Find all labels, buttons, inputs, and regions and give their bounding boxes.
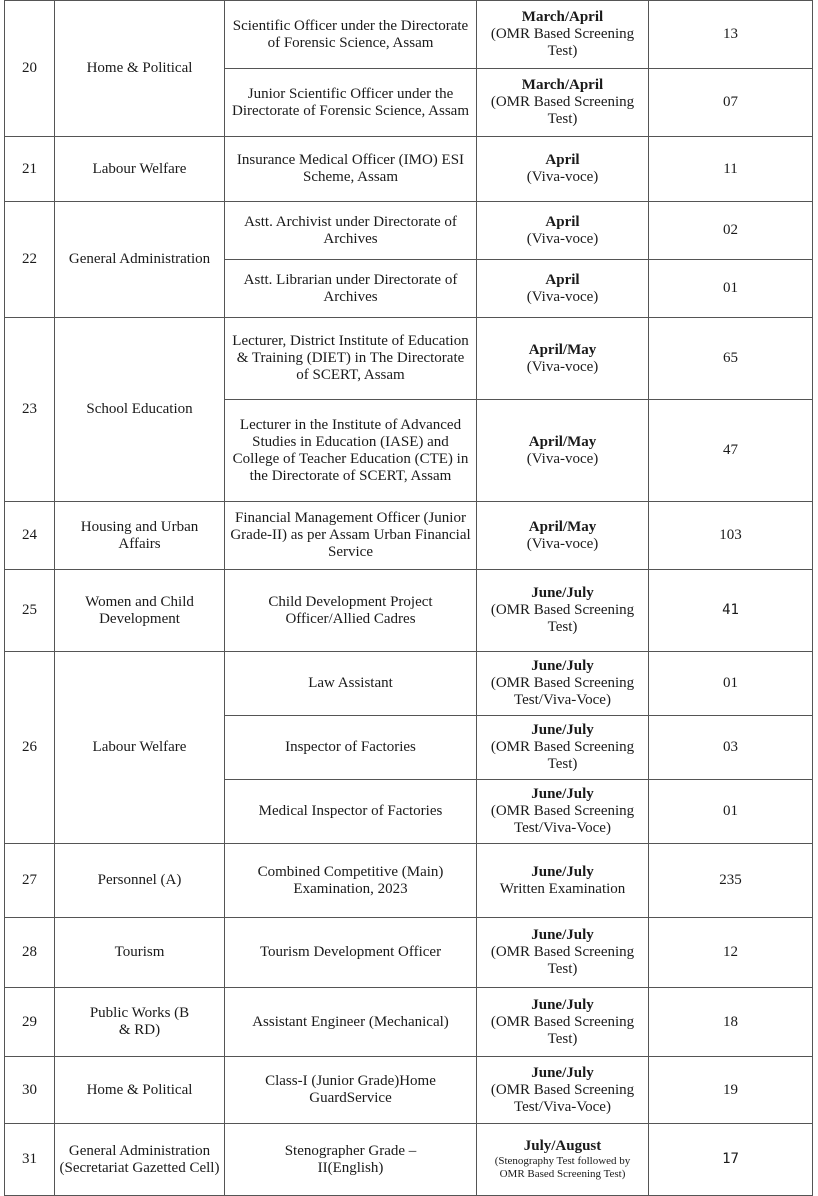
schedule-month: April <box>545 213 580 230</box>
posts-count: 13 <box>649 1 813 69</box>
schedule-mode: (Viva-voce) <box>526 535 599 552</box>
post-cell: Lecturer, District Institute of Education & Training (DIET) in The Directorate of SCERT, Assam <box>225 318 477 400</box>
serial-number: 24 <box>5 502 55 570</box>
schedule-month: June/July <box>531 863 594 880</box>
department-cell: Home & Political <box>55 1057 225 1124</box>
schedule-month: April <box>545 152 580 168</box>
table-row <box>5 570 813 652</box>
post-cell: Junior Scientific Officer under the Directorate of Forensic Science, Assam <box>225 69 477 137</box>
posts-count: 03 <box>649 716 813 780</box>
department-cell: Personnel (A) <box>55 844 225 918</box>
schedule-mode: (OMR Based Screening Test) <box>490 739 635 772</box>
post-cell: Assistant Engineer (Mechanical) <box>225 988 477 1057</box>
posts-count: 41 <box>649 570 813 652</box>
post-cell <box>225 1124 477 1196</box>
post-text: Stenographer Grade – II(English) <box>284 1142 417 1176</box>
posts-count: 11 <box>649 137 813 202</box>
serial-number: 28 <box>5 918 55 988</box>
schedule-cell <box>477 260 649 318</box>
post-cell: Lecturer in the Institute of Advanced Studies in Education (IASE) and College of Teacher Education (CTE) in the Directorate of SCERT, Assam <box>225 400 477 502</box>
posts-count: 07 <box>649 69 813 137</box>
posts-count: 47 <box>649 400 813 502</box>
schedule-cell <box>477 716 649 780</box>
posts-count: 01 <box>649 260 813 318</box>
department-cell: Women and Child Development <box>55 570 225 652</box>
schedule-month: June/July <box>531 658 594 674</box>
posts-count: 18 <box>649 988 813 1057</box>
serial-number: 30 <box>5 1057 55 1124</box>
schedule-month: April/May <box>528 433 597 450</box>
schedule-month: July/August <box>523 1138 602 1154</box>
schedule-cell <box>477 988 649 1057</box>
department-cell <box>55 988 225 1057</box>
post-cell: Inspector of Factories <box>225 716 477 780</box>
schedule-month: June/July <box>531 722 594 738</box>
table-row <box>5 844 813 918</box>
schedule-month: June/July <box>531 585 594 601</box>
schedule-mode: (OMR Based Screening Test) <box>490 1013 635 1047</box>
department-cell: Labour Welfare <box>55 652 225 844</box>
serial-number: 27 <box>5 844 55 918</box>
post-cell: Astt. Librarian under Directorate of Archives <box>225 260 477 318</box>
schedule-mode: (OMR Based Screening Test/Viva-Voce) <box>490 675 635 708</box>
department-cell: Home & Political <box>55 1 225 137</box>
schedule-month: April/May <box>528 341 597 358</box>
post-cell: Scientific Officer under the Directorate of Forensic Science, Assam <box>225 1 477 69</box>
serial-number: 26 <box>5 652 55 844</box>
schedule-month: April/May <box>528 518 597 535</box>
post-cell: Tourism Development Officer <box>225 918 477 988</box>
schedule-cell <box>477 1 649 69</box>
table-row <box>5 652 813 716</box>
schedule-cell <box>477 918 649 988</box>
department-cell: Tourism <box>55 918 225 988</box>
schedule-cell <box>477 202 649 260</box>
schedule-cell <box>477 780 649 844</box>
schedule-mode: (Viva-voce) <box>526 450 599 467</box>
schedule-cell <box>477 844 649 918</box>
table-row <box>5 502 813 570</box>
schedule-cell <box>477 502 649 570</box>
posts-count: 02 <box>649 202 813 260</box>
post-cell: Class-I (Junior Grade)Home GuardService <box>225 1057 477 1124</box>
department-cell: General Administration <box>55 202 225 318</box>
posts-count: 12 <box>649 918 813 988</box>
table-row <box>5 988 813 1057</box>
schedule-mode: (Viva-voce) <box>526 288 599 305</box>
schedule-mode: (Viva-voce) <box>526 358 599 375</box>
schedule-month: June/July <box>531 1064 594 1081</box>
serial-number: 29 <box>5 988 55 1057</box>
table-row <box>5 1 813 69</box>
schedule-mode: (OMR Based Screening Test/Viva-Voce) <box>490 803 635 836</box>
post-cell: Combined Competitive (Main) Examination, 2023 <box>225 844 477 918</box>
post-cell: Astt. Archivist under Directorate of Archives <box>225 202 477 260</box>
schedule-mode: (OMR Based Screening Test/Viva-Voce) <box>490 1081 635 1115</box>
serial-number: 20 <box>5 1 55 137</box>
table-row <box>5 1124 813 1196</box>
serial-number: 22 <box>5 202 55 318</box>
schedule-cell <box>477 652 649 716</box>
schedule-month: April <box>545 271 580 288</box>
posts-count: 103 <box>649 502 813 570</box>
schedule-month: June/July <box>531 996 594 1013</box>
department-cell: Labour Welfare <box>55 137 225 202</box>
department-text: Public Works (B & RD) <box>89 1005 190 1038</box>
schedule-cell <box>477 1057 649 1124</box>
department-cell: Housing and Urban Affairs <box>55 502 225 570</box>
schedule-mode: (Viva-voce) <box>526 230 599 247</box>
department-cell: School Education <box>55 318 225 502</box>
schedule-mode: (OMR Based Screening Test) <box>490 26 635 59</box>
table-row <box>5 1057 813 1124</box>
schedule-cell <box>477 137 649 202</box>
schedule-month: March/April <box>521 77 604 93</box>
post-cell: Medical Inspector of Factories <box>225 780 477 844</box>
schedule-cell <box>477 400 649 502</box>
schedule-cell <box>477 69 649 137</box>
posts-count: 65 <box>649 318 813 400</box>
schedule-mode: (OMR Based Screening Test) <box>490 94 635 127</box>
schedule-cell <box>477 570 649 652</box>
posts-count: 17 <box>649 1124 813 1196</box>
schedule-mode: (Viva-voce) <box>526 169 599 185</box>
post-cell: Child Development Project Officer/Allied Cadres <box>225 570 477 652</box>
department-cell: General Administration (Secretariat Gazetted Cell) <box>55 1124 225 1196</box>
post-cell: Insurance Medical Officer (IMO) ESI Scheme, Assam <box>225 137 477 202</box>
schedule-cell <box>477 318 649 400</box>
post-cell: Financial Management Officer (Junior Grade-II) as per Assam Urban Financial Service <box>225 502 477 570</box>
posts-count: 19 <box>649 1057 813 1124</box>
posts-count: 01 <box>649 780 813 844</box>
table-row <box>5 318 813 400</box>
serial-number: 25 <box>5 570 55 652</box>
schedule-cell <box>477 1124 649 1196</box>
serial-number: 31 <box>5 1124 55 1196</box>
table-row <box>5 137 813 202</box>
schedule-month: June/July <box>531 786 594 802</box>
recruitment-schedule-table <box>4 0 813 1196</box>
schedule-mode: (Stenography Test followed by OMR Based Screening Test) <box>494 1155 631 1180</box>
schedule-month: March/April <box>521 9 604 25</box>
serial-number: 23 <box>5 318 55 502</box>
schedule-mode: (OMR Based Screening Test) <box>490 944 635 977</box>
table-row <box>5 202 813 260</box>
posts-count: 01 <box>649 652 813 716</box>
schedule-month: June/July <box>531 927 594 943</box>
posts-count: 235 <box>649 844 813 918</box>
schedule-mode: Written Examination <box>499 880 626 897</box>
schedule-mode: (OMR Based Screening Test) <box>490 602 635 635</box>
serial-number: 21 <box>5 137 55 202</box>
post-cell: Law Assistant <box>225 652 477 716</box>
table-row <box>5 918 813 988</box>
